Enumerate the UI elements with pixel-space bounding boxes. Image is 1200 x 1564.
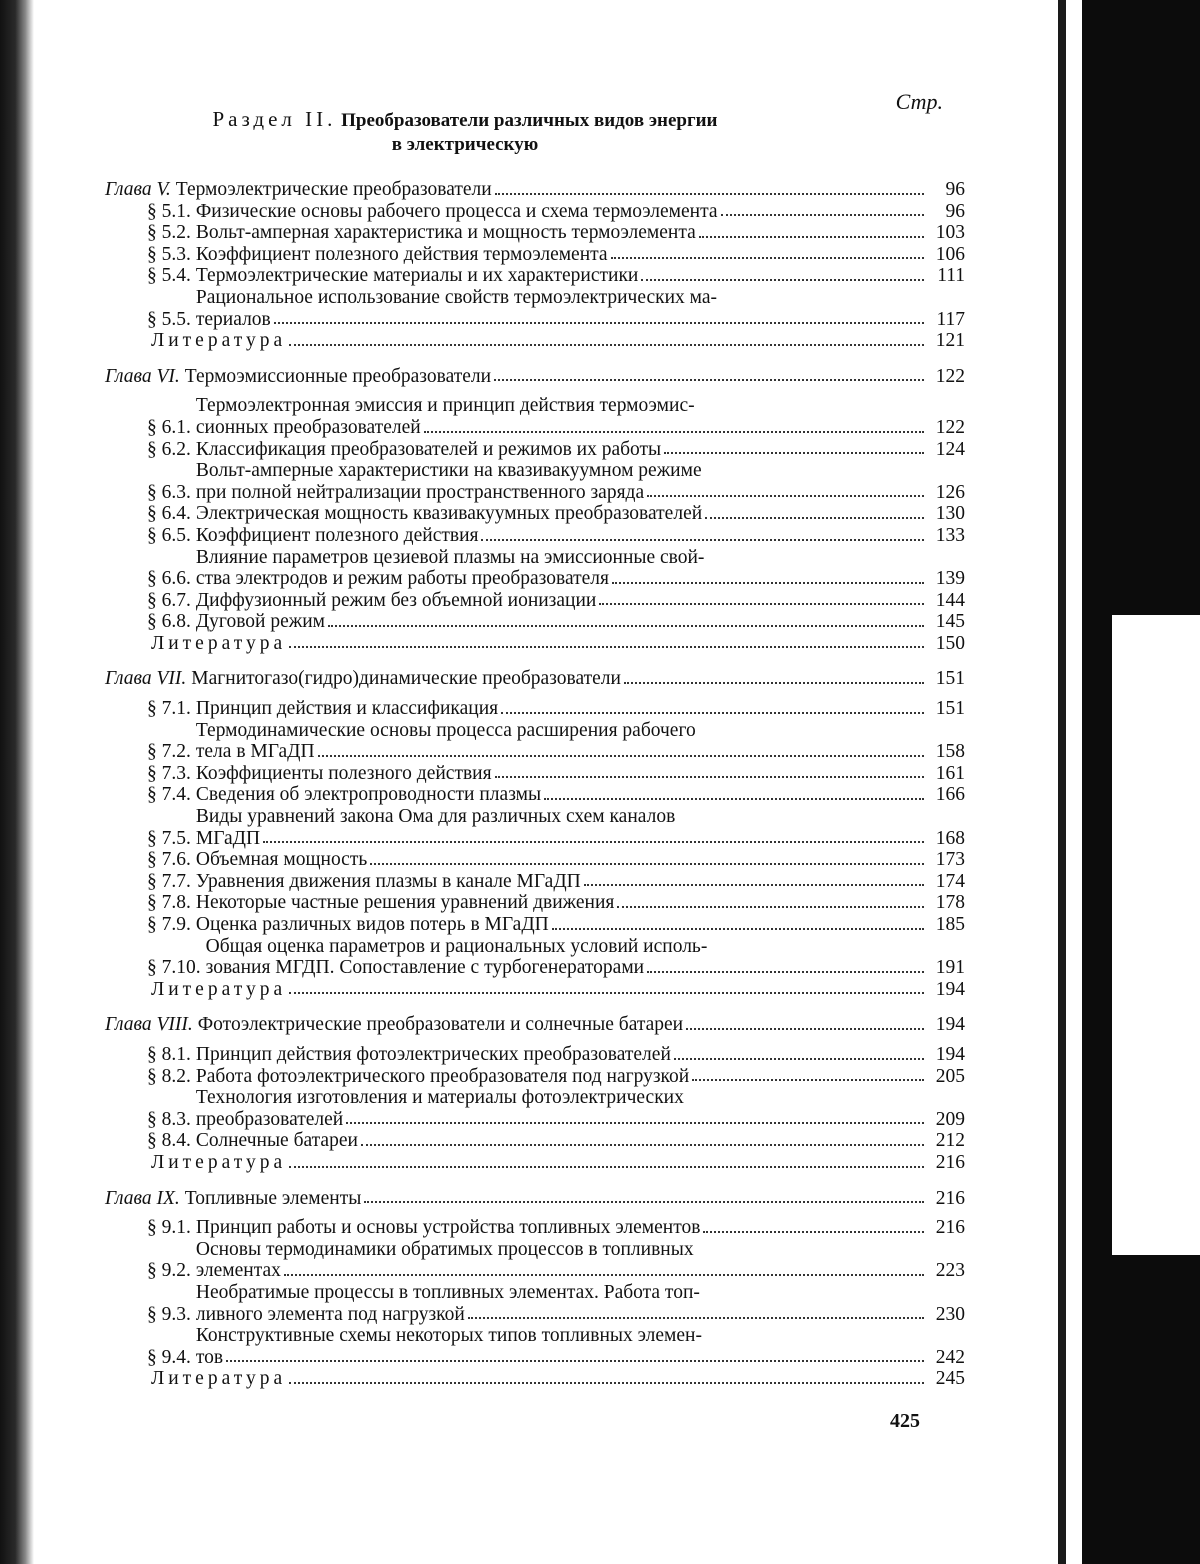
page-ref: 126 [935,481,965,503]
chapter-title: Магнитогазо(гидро)динамические преобразователи [191,668,621,690]
chapter-6 [105,366,965,655]
page-ref: 150 [935,632,965,654]
chapter-9 [105,1188,965,1390]
section-number: § 7.1. [147,698,191,720]
toc-entry [105,590,965,612]
section-number: § 6.5. [147,524,191,546]
section-number: § 7.10. [147,957,201,979]
page-ref: 242 [935,1346,965,1368]
page-ref: 216 [935,1187,965,1209]
table-of-contents [105,179,965,1390]
page-ref: 216 [935,1217,965,1239]
toc-entry [105,763,965,785]
entry-title: Принцип действия и классификация [195,698,499,720]
section-number: § 5.5. [147,308,191,330]
entry-title-line2: зования МГДП. Сопоставление с турбогенераторами [205,957,645,979]
entry-title-line2: элементах [195,1260,281,1282]
page-ref: 212 [935,1130,965,1152]
section-number: § 5.3. [147,243,191,265]
entry-title: Некоторые частные решения уравнений движения [195,892,615,914]
page-ref: 245 [935,1368,965,1390]
chapter-label: Глава V. [105,179,171,200]
scan-edge-notch [1112,615,1200,1255]
section-number: § 7.6. [147,849,191,871]
toc-entry [105,287,965,330]
page-ref: 122 [935,416,965,438]
page-ref: 209 [935,1108,965,1130]
page-ref: 178 [935,892,965,914]
section-number: § 7.8. [147,892,191,914]
entry-title-line2: сионных преобразователей [195,416,421,438]
toc-entry [105,1325,965,1368]
toc-entry [105,914,965,936]
toc-entry [105,1066,965,1088]
page-ref: 121 [935,330,965,352]
entry-title-line2: териалов [195,308,271,330]
toc-entry [105,265,965,287]
toc-entry [105,1239,965,1282]
page-ref: 139 [935,568,965,590]
section-number: § 6.2. [147,438,191,460]
chapter-title: Термоэмиссионные преобразователи [184,365,492,387]
page-column-label: Стр. [895,89,943,114]
literature-entry [105,330,965,352]
toc-entry [105,1044,965,1066]
page-ref: 130 [935,503,965,525]
literature-entry [105,979,965,1001]
entry-title: Вольт-амперная характеристика и мощность термоэлемента [195,222,696,244]
entry-title: Оценка различных видов потерь в МГаДП [195,914,549,935]
entry-title-line2: преобразователей [195,1108,344,1130]
toc-entry [105,547,965,590]
toc-entry [105,806,965,849]
entry-title: Электрическая мощность квазивакуумных преобразователей [195,503,703,525]
toc-page [105,85,965,1390]
section-number: § 7.2. [147,741,191,763]
page-ref: 151 [935,698,965,720]
chapter-8 [105,1014,965,1173]
section-number: § 5.2. [147,222,191,244]
chapter-label: Глава IX. [105,1187,180,1209]
section-number: § 9.2. [147,1260,191,1282]
entry-title-line1: Технология изготовления и материалы фотоэлектрических [195,1087,684,1109]
page-ref: 158 [935,741,965,763]
page-ref: 194 [935,1014,965,1036]
entry-title-line1: Виды уравнений закона Ома для различных схем каналов [195,806,676,828]
entry-title-line1: Влияние параметров цезиевой плазмы на эмиссионные свой- [195,546,705,568]
entry-title: Коэффициент полезного действия [195,524,479,546]
chapter-title: Фотоэлектрические преобразователи и солнечные батареи [197,1014,684,1036]
toc-entry [105,460,965,503]
entry-title: Сведения об электропроводности плазмы [195,784,542,806]
toc-entry [105,849,965,871]
section-number: § 6.3. [147,481,191,503]
page-ref: 173 [935,849,965,871]
entry-title: Коэффициент полезного действия термоэлемента [195,243,608,265]
entry-title-line1: Вольт-амперные характеристики на квазивакуумном режиме [195,460,702,482]
page-ref: 151 [935,668,965,690]
page-ref: 185 [935,914,965,935]
entry-title: Принцип работы и основы устройства топливных элементов [195,1217,701,1239]
entry-title: Дуговой режим [195,611,325,633]
page-ref: 194 [935,978,965,1000]
toc-entry [105,784,965,806]
toc-entry [105,395,965,438]
entry-title-line1: Термодинамические основы процесса расширения рабочего [195,719,696,741]
toc-entry [105,244,965,266]
page-ref: 96 [945,179,965,200]
section-number: § 9.3. [147,1303,191,1325]
entry-title: Физические основы рабочего процесса и схема термоэлемента [195,200,718,222]
toc-entry [105,720,965,763]
page-ref: 166 [935,784,965,806]
page-ref: 111 [937,265,965,287]
page-ref: 194 [935,1043,965,1065]
toc-entry [105,1087,965,1130]
page-ref: 205 [935,1065,965,1087]
page-ref: 124 [935,438,965,460]
page-ref: 161 [935,762,965,784]
toc-entry [105,201,965,223]
entry-title-line1: Термоэлектронная эмиссия и принцип действия термоэмис- [195,395,695,417]
entry-title: Принцип действия фотоэлектрических преобразователей [195,1043,671,1065]
entry-title-line2: при полной нейтрализации пространственного заряда [195,481,645,503]
page-number: 425 [890,1410,920,1432]
section-number: § 8.3. [147,1108,191,1130]
section-number: § 7.5. [147,827,191,849]
chapter-title: Топливные элементы [184,1187,362,1209]
toc-entry [105,1282,965,1325]
section-label: Раздел II. [212,107,337,131]
page-ref: 106 [935,243,965,265]
entry-title: Работа фотоэлектрического преобразователя под нагрузкой [195,1065,690,1087]
section-number: § 6.8. [147,611,191,633]
page-ref: 230 [935,1303,965,1325]
section-number: § 6.7. [147,589,191,611]
entry-title-line1: Конструктивные схемы некоторых типов топливных элемен- [195,1325,702,1347]
chapter-label: Глава VII. [105,668,187,690]
section-title-line2: в электрическую [391,134,539,155]
chapter-5 [105,179,965,352]
section-heading [105,107,825,157]
toc-entry [105,1130,965,1152]
section-number: § 7.4. [147,784,191,806]
scan-edge-left [0,0,34,1564]
literature-entry [105,1368,965,1390]
page-ref: 96 [945,200,965,222]
chapter-heading [105,366,965,388]
entry-title: Диффузионный режим без объемной ионизации [195,589,597,611]
section-number: § 7.9. [147,914,191,935]
toc-entry [105,698,965,720]
section-number: § 8.1. [147,1043,191,1065]
entry-title-line1: Общая оценка параметров и рациональных условий исполь- [205,935,708,957]
toc-entry [105,525,965,547]
toc-entry [105,892,965,914]
chapter-heading [105,1188,965,1210]
entry-title: Объемная мощность [195,849,368,871]
section-number: § 8.4. [147,1130,191,1152]
entry-title-line2: МГаДП [195,827,261,849]
page-ref: 174 [935,870,965,892]
chapter-title: Термоэлектрические преобразователи [175,179,492,200]
entry-title-line1: Основы термодинамики обратимых процессов в топливных [195,1238,694,1260]
section-number: § 9.4. [147,1346,191,1368]
toc-entry [105,439,965,461]
section-number: § 7.7. [147,870,191,892]
entry-title-line1: Необратимые процессы в топливных элементах. Работа топ- [195,1281,700,1303]
section-number: § 9.1. [147,1217,191,1239]
page-ref: 117 [936,308,965,330]
section-title-line1: Преобразователи различных видов энергии [341,110,718,131]
entry-title: Уравнения движения плазмы в канале МГаДП [195,870,581,892]
section-number: § 6.1. [147,416,191,438]
page-ref: 191 [935,957,965,979]
entry-title: Классификация преобразователей и режимов их работы [195,438,662,460]
literature-label: Литература [151,1151,287,1173]
toc-entry [105,222,965,244]
literature-label: Литература [151,978,287,1000]
entry-title-line2: тела в МГаДП [195,741,315,763]
page-ref: 103 [935,222,965,244]
section-number: § 5.4. [147,265,191,287]
toc-entry [105,936,965,979]
entry-title-line2: ства электродов и режим работы преобразователя [195,568,609,590]
entry-title-line2: ливного элемента под нагрузкой [195,1303,465,1325]
chapter-heading [105,179,965,201]
literature-entry [105,633,965,655]
toc-entry [105,871,965,893]
literature-label: Литература [151,330,287,352]
page-ref: 168 [935,827,965,849]
section-number: § 5.1. [147,200,191,222]
entry-title-line1: Рациональное использование свойств термоэлектрических ма- [195,286,718,308]
chapter-7 [105,668,965,1000]
chapter-label: Глава VI. [105,365,180,387]
entry-title: Термоэлектрические материалы и их характеристики [195,265,639,287]
entry-title: Солнечные батареи [195,1130,358,1152]
entry-title-line2: тов [195,1346,224,1368]
section-number: § 7.3. [147,762,191,784]
toc-entry [105,611,965,633]
toc-entry [105,503,965,525]
page-ref: 144 [935,589,965,611]
chapter-heading [105,1014,965,1036]
toc-entry [105,1217,965,1239]
section-number: § 6.4. [147,503,191,525]
scan-edge-line [1058,0,1066,1564]
literature-entry [105,1152,965,1174]
page-ref: 133 [935,524,965,546]
page-ref: 223 [935,1260,965,1282]
page-ref: 145 [935,611,965,633]
chapter-label: Глава VIII. [105,1014,193,1036]
chapter-heading [105,668,965,690]
page-ref: 216 [935,1151,965,1173]
entry-title: Коэффициенты полезного действия [195,762,492,784]
literature-label: Литература [151,1368,287,1390]
literature-label: Литература [151,632,287,654]
page-ref: 122 [935,365,965,387]
section-number: § 6.6. [147,568,191,590]
section-number: § 8.2. [147,1065,191,1087]
